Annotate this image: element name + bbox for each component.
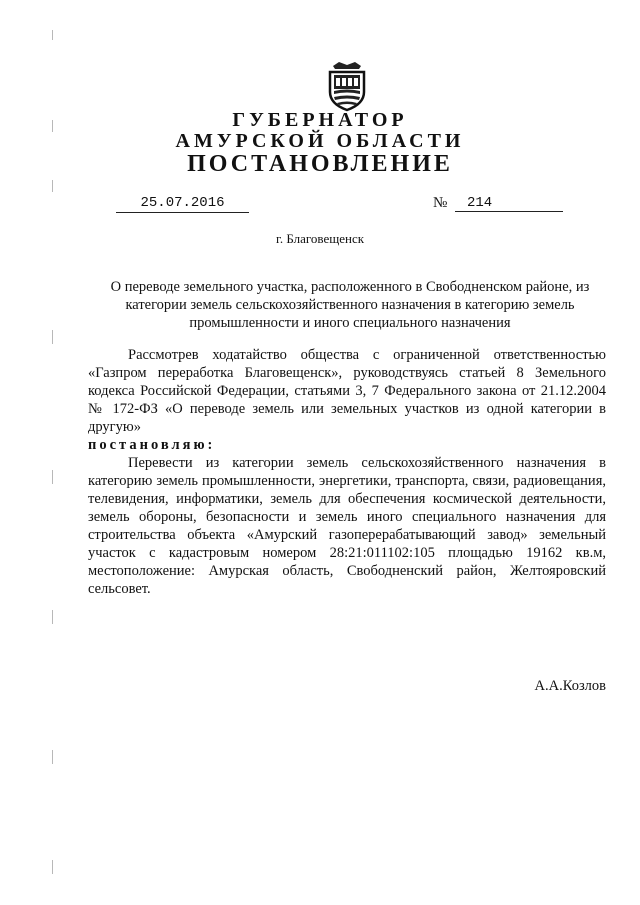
issuer-region: АМУРСКОЙ ОБЛАСТИ xyxy=(175,130,465,152)
scan-artifact xyxy=(52,330,53,344)
preamble-paragraph: Рассмотрев ходатайство общества с ограниченной ответственностью «Газпром переработка Благовещенск», руководствуясь статьей 8 Земельного кодекса Российской Федерации, статьями 3, 7 Федерального закона от 21.12.2004 № 172-ФЗ «О переводе земель или земельных участков из одной категории в другую» xyxy=(88,347,606,435)
scan-artifact xyxy=(52,30,53,40)
scan-artifact xyxy=(52,750,53,764)
coat-of-arms-icon xyxy=(325,60,369,112)
date-number-row xyxy=(0,195,640,217)
scan-artifact xyxy=(52,180,53,192)
city: г. Благовещенск xyxy=(275,231,365,246)
document-type: ПОСТАНОВЛЕНИЕ xyxy=(187,151,453,177)
scan-artifact xyxy=(52,610,53,624)
scan-artifact xyxy=(52,470,53,484)
document-title: О переводе земельного участка, расположенного в Свободненском районе, из категории земель сельскохозяйственного назначения в категорию земель промышленности и иного специального назначения xyxy=(110,279,590,331)
document-date: 25.07.2016 xyxy=(116,195,249,213)
signatory-name: А.А.Козлов xyxy=(534,678,606,694)
number-sign: № xyxy=(433,195,448,211)
document-body xyxy=(88,346,606,598)
scan-artifact xyxy=(52,860,53,874)
decree-word: постановляю: xyxy=(88,437,216,453)
decision-paragraph: Перевести из категории земель сельскохозяйственного назначения в категорию земель промышленности, энергетики, транспорта, связи, радиовещания, телевидения, информатики, земель для обеспечения космической деятельности, земель обороны, безопасности и земель иного специального назначения для строительства объекта «Амурский газоперерабатывающий завод» земельный участок с кадастровым номером 28:21:011102:105 площадью 19162 кв.м, местоположение: Амурская область, Свободненский район, Желтояровский сельсовет. xyxy=(88,455,606,597)
issuer-title: ГУБЕРНАТОР xyxy=(232,109,408,131)
document-number: 214 xyxy=(455,195,563,212)
